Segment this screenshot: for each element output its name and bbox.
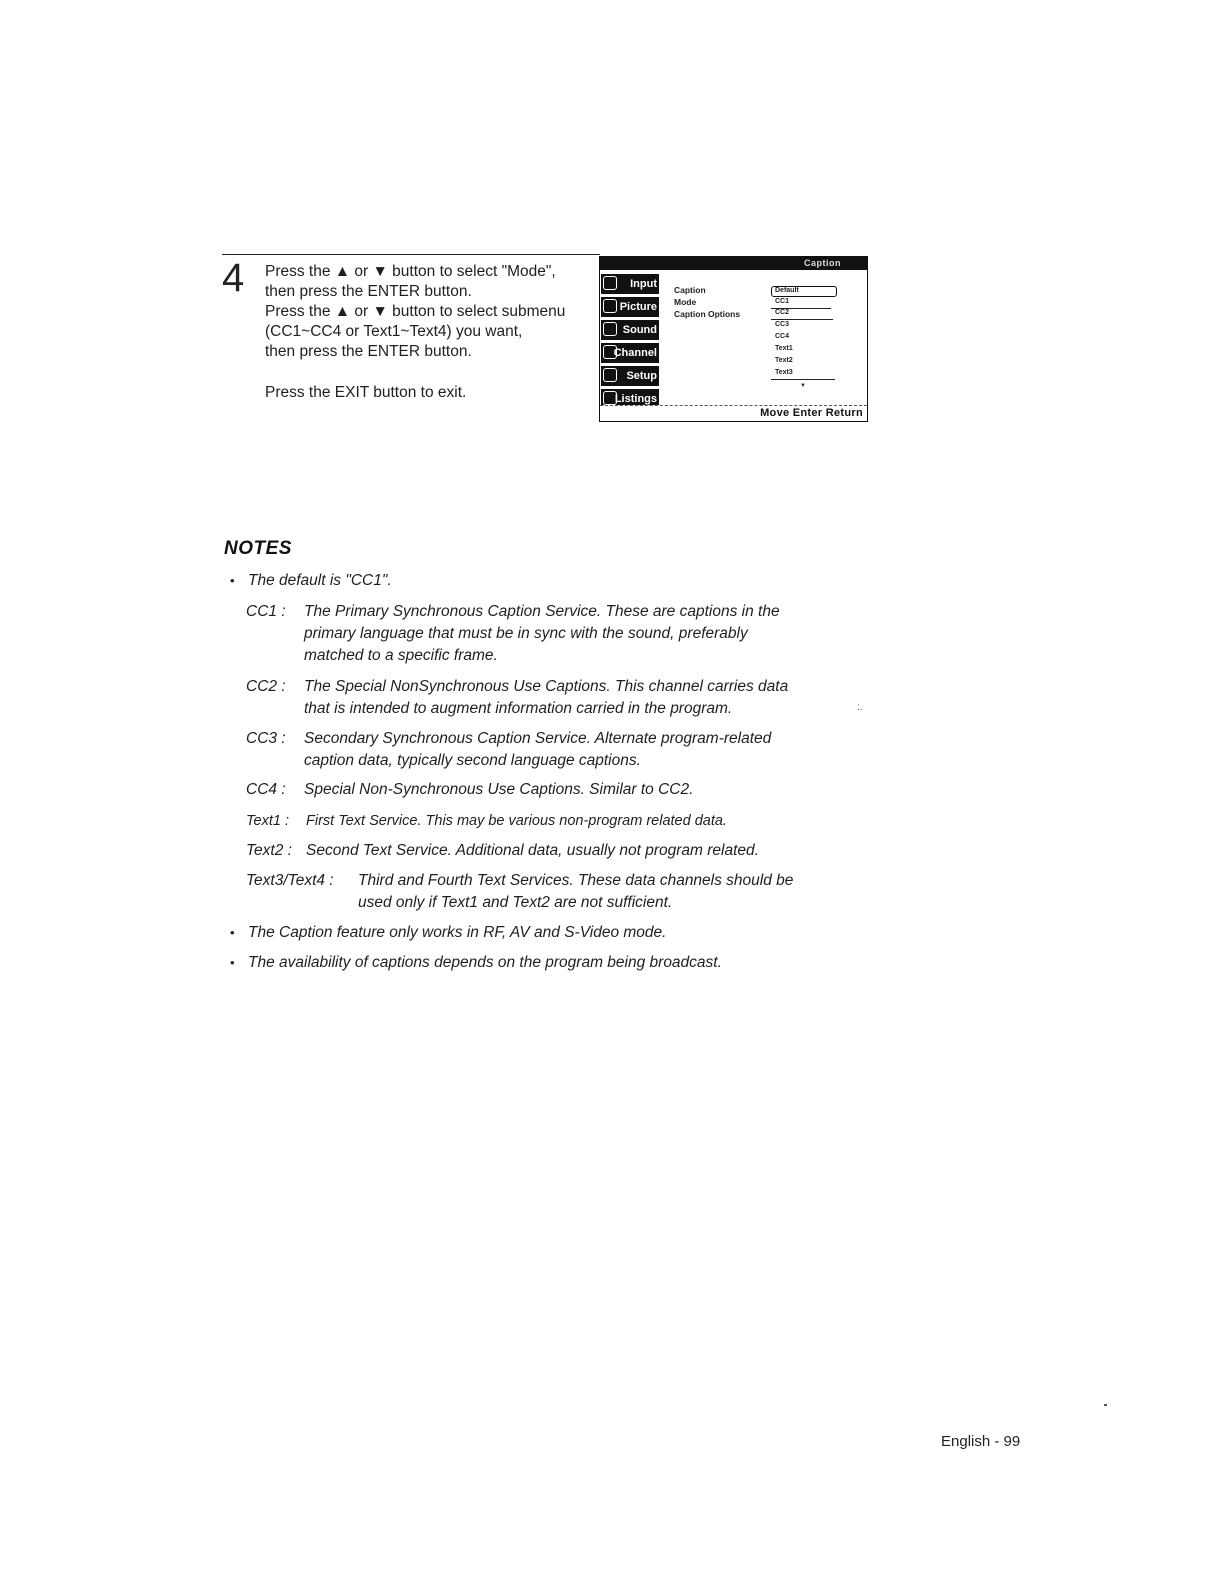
step-line: Press the ▲ or ▼ button to select "Mode",: [265, 263, 556, 280]
step-line: Press the ▲ or ▼ button to select submenu: [265, 303, 566, 320]
option-default: Default: [775, 287, 799, 294]
option-text3: Text3: [775, 369, 793, 376]
bullet-icon: •: [230, 955, 235, 970]
bullet-icon: •: [230, 925, 235, 940]
term-text1: Text1 :: [246, 813, 289, 829]
scan-mark: :.: [857, 702, 863, 713]
sidebar-item-listings: Listings: [601, 389, 659, 409]
option-underline: [771, 379, 835, 380]
option-underline: [771, 319, 833, 320]
notes-title: NOTES: [224, 538, 292, 559]
term-cc2: CC2 :: [246, 678, 286, 695]
step-line: (CC1~CC4 or Text1~Text4) you want,: [265, 323, 523, 340]
def-line: The Special NonSynchronous Use Captions. This channel carries data: [304, 678, 789, 695]
option-text2: Text2: [775, 357, 793, 364]
step-line: then press the ENTER button.: [265, 343, 472, 360]
note-availability: The availability of captions depends on the program being broadcast.: [248, 954, 722, 971]
sidebar-item-picture: Picture: [601, 297, 659, 317]
sidebar-item-sound: Sound: [601, 320, 659, 340]
def-line: that is intended to augment information carried in the program.: [304, 700, 733, 717]
term-cc3: CC3 :: [246, 730, 286, 747]
menu-sidebar: [600, 270, 660, 406]
setup-icon: [603, 368, 617, 382]
page-footer: English - 99: [941, 1433, 1021, 1450]
step-instructions: [265, 262, 605, 362]
menu-label-mode: Mode: [674, 297, 697, 307]
menu-label-caption-options: Caption Options: [674, 309, 741, 319]
input-icon: [603, 276, 617, 290]
menu-bottom-bar: [600, 405, 867, 422]
sidebar-item-setup: Setup: [601, 366, 659, 386]
listings-icon: [603, 391, 617, 405]
term-text2: Text2 :: [246, 842, 292, 859]
note-caption-modes: The Caption feature only works in RF, AV and S-Video mode.: [248, 924, 667, 941]
menu-bottom-hints: Move Enter Return: [760, 407, 863, 419]
option-cc4: CC4: [775, 333, 790, 340]
term-cc4: CC4 :: [246, 781, 286, 798]
step-divider: [222, 254, 600, 255]
def-line: primary language that must be in sync with the sound, preferably: [304, 625, 748, 642]
sound-icon: [603, 322, 617, 336]
scroll-down-arrow-icon: ▼: [800, 383, 806, 389]
option-cc3: CC3: [775, 321, 790, 328]
term-cc1: CC1 :: [246, 603, 286, 620]
def-line: Second Text Service. Additional data, usually not program related.: [306, 842, 759, 859]
step-exit-line: Press the EXIT button to exit.: [265, 384, 467, 401]
option-text1: Text1: [775, 345, 793, 352]
sidebar-item-input: Input: [601, 274, 659, 294]
note-default: The default is "CC1".: [248, 572, 392, 589]
option-cc2: CC2: [775, 309, 790, 316]
def-line: Secondary Synchronous Caption Service. Alternate program-related: [304, 730, 772, 747]
menu-label-caption: Caption: [674, 285, 706, 295]
bullet-icon: •: [230, 573, 235, 588]
picture-icon: [603, 299, 617, 313]
def-line: Third and Fourth Text Services. These data channels should be: [358, 872, 794, 889]
menu-title-bar: [600, 257, 867, 270]
menu-title: Caption: [804, 258, 841, 268]
def-line: used only if Text1 and Text2 are not sufficient.: [358, 894, 673, 911]
step-line: then press the ENTER button.: [265, 283, 472, 300]
channel-icon: [603, 345, 617, 359]
def-line: The Primary Synchronous Caption Service. These are captions in the: [304, 603, 780, 620]
def-line: Special Non-Synchronous Use Captions. Similar to CC2.: [304, 781, 694, 798]
caption-menu-screenshot: [599, 256, 868, 422]
sidebar-item-channel: Channel: [601, 343, 659, 363]
def-line: First Text Service. This may be various non-program related data.: [306, 813, 727, 829]
def-line: caption data, typically second language captions.: [304, 752, 641, 769]
term-text3-text4: Text3/Text4 :: [246, 872, 334, 889]
step-number: 4: [222, 256, 245, 300]
scan-mark: [1104, 1404, 1107, 1406]
def-line: matched to a specific frame.: [304, 647, 498, 664]
option-cc1: CC1: [775, 298, 790, 305]
